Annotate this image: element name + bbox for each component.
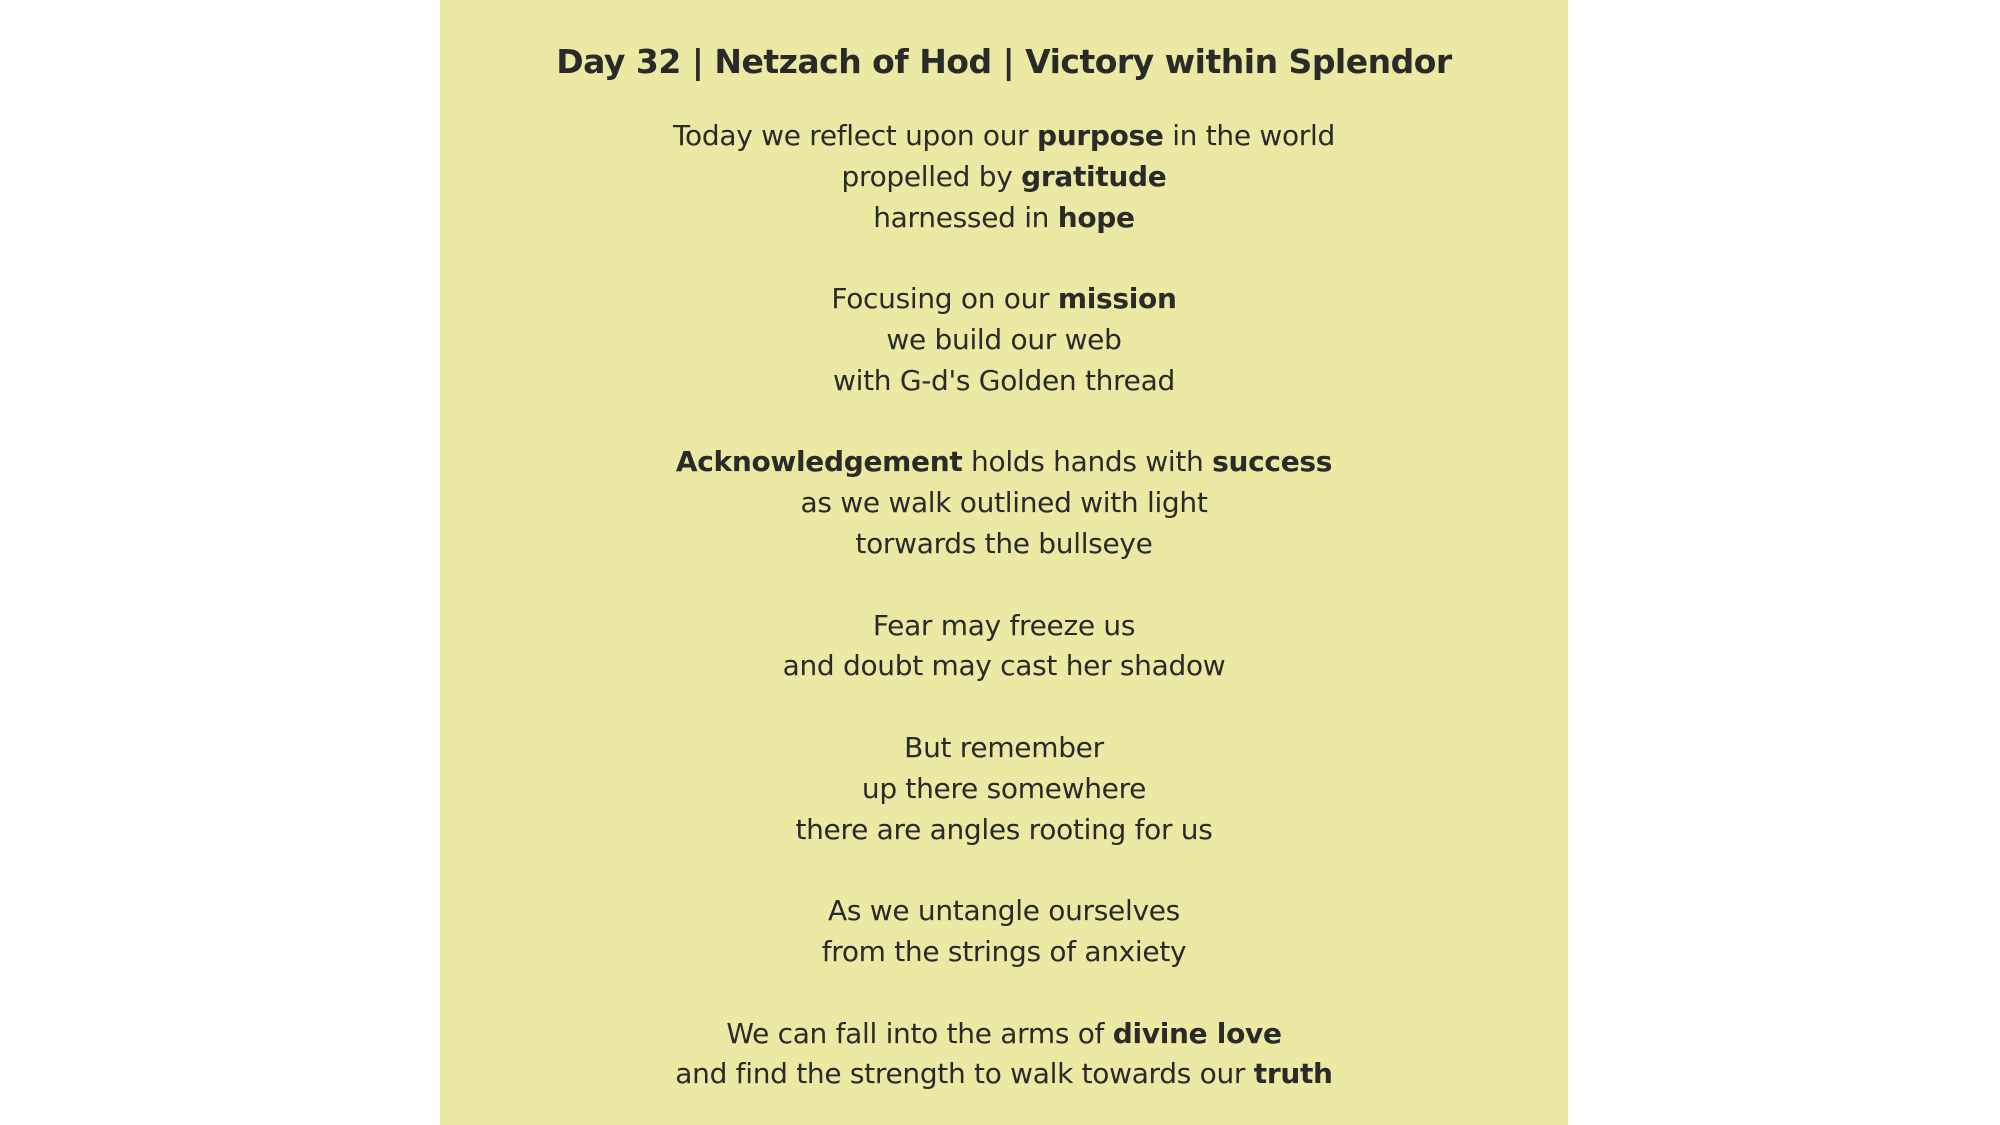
- line-text: and find the strength to walk towards our: [675, 1057, 1254, 1091]
- poem-body: [440, 116, 1568, 1095]
- emphasis-gratitude: gratitude: [1021, 159, 1167, 193]
- emphasis-divine-love: divine love: [1112, 1016, 1282, 1050]
- emphasis-purpose: purpose: [1036, 119, 1164, 152]
- stanza-5-line-1: But remember: [904, 730, 1104, 764]
- line-text: Focusing on our: [831, 282, 1058, 316]
- stanza-2-line-1: [440, 279, 1568, 320]
- line-text: propelled by: [841, 159, 1022, 193]
- stanza-5: [440, 728, 1568, 850]
- stanza-1: [440, 116, 1568, 238]
- stanza-1-line-3: [440, 198, 1568, 239]
- emphasis-hope: hope: [1057, 200, 1135, 234]
- stanza-7: [440, 1014, 1568, 1096]
- emphasis-mission: mission: [1057, 282, 1177, 316]
- stanza-1-line-2: [440, 157, 1568, 198]
- stanza-7-line-1: [440, 1014, 1568, 1055]
- poem-title: Day 32 | Netzach of Hod | Victory within Splendor: [556, 42, 1452, 81]
- stanza-6-line-1: As we untangle ourselves: [828, 894, 1180, 928]
- stanza-6-line-2: from the strings of anxiety: [821, 934, 1187, 968]
- stanza-1-line-1: [440, 116, 1568, 157]
- line-text: We can fall into the arms of: [726, 1016, 1113, 1050]
- stanza-3-line-2: as we walk outlined with light: [800, 486, 1208, 520]
- emphasis-success: success: [1212, 445, 1333, 479]
- line-text: Today we reflect upon our: [673, 119, 1037, 152]
- line-text: holds hands with: [962, 445, 1213, 479]
- stanza-3-line-1: [440, 442, 1568, 483]
- stanza-4: [440, 606, 1568, 688]
- stanza-2: [440, 279, 1568, 401]
- line-text: in the world: [1163, 119, 1335, 152]
- stanza-7-line-2: [440, 1054, 1568, 1095]
- stanza-5-line-2: up there somewhere: [861, 771, 1147, 805]
- line-text: harnessed in: [873, 200, 1058, 234]
- stanza-2-line-2: we build our web: [886, 322, 1122, 356]
- stanza-2-line-3: with G-d's Golden thread: [833, 363, 1175, 397]
- stanza-3: [440, 442, 1568, 564]
- emphasis-acknowledgement: Acknowledgement: [675, 445, 963, 479]
- stanza-5-line-3: there are angles rooting for us: [795, 812, 1213, 846]
- stanza-4-line-2: and doubt may cast her shadow: [782, 649, 1226, 683]
- stanza-4-line-1: Fear may freeze us: [872, 608, 1136, 642]
- stanza-6: [440, 891, 1568, 973]
- poem-card: [440, 0, 1568, 1125]
- stanza-3-line-3: torwards the bullseye: [855, 526, 1153, 560]
- emphasis-truth: truth: [1253, 1057, 1333, 1091]
